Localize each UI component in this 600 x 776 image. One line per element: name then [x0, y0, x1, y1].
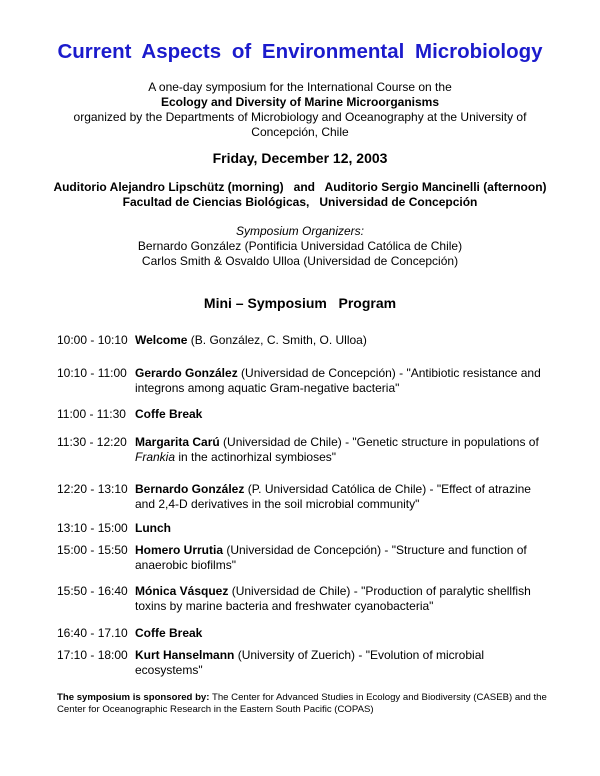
schedule-description: [135, 407, 552, 422]
italic-term: Frankia: [135, 450, 176, 464]
venue-line-1: Auditorio Alejandro Lipschütz (morning) and Auditorio Sergio Mancinelli (afternoon): [53, 180, 547, 194]
schedule-description: [135, 366, 552, 396]
speaker-name: Kurt Hanselmann: [135, 648, 235, 662]
schedule-description: [135, 543, 552, 573]
talk-details: (B. González, C. Smith, O. Ulloa): [187, 333, 367, 347]
organizer-line-2: Carlos Smith & Osvaldo Ulloa (Universidad de Concepción): [141, 254, 459, 268]
organizer-line-1: Bernardo González (Pontificia Universidad Católica de Chile): [137, 239, 463, 253]
break-label: Coffe Break: [135, 407, 203, 421]
talk-details: (Universidad de Chile) - "Genetic structure in populations of: [219, 435, 539, 449]
speaker-name: Welcome: [135, 333, 188, 347]
speaker-name: Mónica Vásquez: [135, 584, 229, 598]
event-date: Friday, December 12, 2003: [212, 150, 388, 166]
sponsor-note: [57, 692, 557, 716]
schedule-description: [135, 584, 552, 614]
intro-line-3: organized by the Departments of Microbiology and Oceanography at the University of Concepción, Chile: [73, 110, 527, 139]
intro-block: [40, 80, 560, 140]
schedule-time: 10:10 - 11:00: [57, 366, 127, 380]
talk-details: (Universidad de Chile) - "Production of paralytic shellfish toxins by marine bacteria and freshwater cyanobacteria": [135, 584, 531, 613]
talk-details-end: in the actinorhizal symbioses": [175, 450, 337, 464]
organizers-heading: Symposium Organizers:: [235, 224, 365, 238]
program-title: Mini – Symposium Program: [203, 295, 397, 311]
schedule-time: 11:00 - 11:30: [57, 407, 126, 421]
schedule-time: 17:10 - 18:00: [57, 648, 128, 662]
break-label: Lunch: [135, 521, 171, 535]
venue-line-2: Facultad de Ciencias Biológicas, Universidad de Concepción: [122, 195, 478, 209]
schedule-time: 15:50 - 16:40: [57, 584, 128, 598]
schedule-description: [135, 626, 552, 641]
schedule-description: [135, 435, 552, 465]
talk-details: (Universidad de Concepción) - "Antibiotic resistance and integrons among aquatic Gram-negative bacteria": [135, 366, 541, 395]
schedule-description: [135, 333, 552, 348]
schedule-description: [135, 482, 552, 512]
sponsor-text: The Center for Advanced Studies in Ecology and Biodiversity (CASEB) and the Center for Oceanographic Research in the Eastern South Pacific (COPAS): [57, 692, 547, 715]
schedule-time: 13:10 - 15:00: [57, 521, 128, 535]
intro-course-name: Ecology and Diversity of Marine Microorganisms: [160, 95, 440, 109]
schedule-time: 16:40 - 17.10: [57, 626, 128, 640]
speaker-name: Gerardo González: [135, 366, 238, 380]
page-title: Current Aspects of Environmental Microbiology: [57, 40, 543, 63]
schedule-description: [135, 521, 552, 536]
schedule-description: [135, 648, 552, 678]
intro-line-1: A one-day symposium for the International Course on the: [148, 80, 452, 94]
organizers-block: [40, 224, 560, 269]
talk-details: (University of Zuerich) - "Evolution of microbial ecosystems": [135, 648, 485, 677]
talk-details: (P. Universidad Católica de Chile) - "Effect of atrazine and 2,4-D derivatives in the soil microbial community": [135, 482, 531, 511]
schedule-time: 15:00 - 15:50: [57, 543, 128, 557]
talk-details: (Universidad de Concepción) - "Structure and function of anaerobic biofilms": [135, 543, 527, 572]
speaker-name: Bernardo González: [135, 482, 245, 496]
venue-block: [20, 180, 580, 210]
sponsor-label: The symposium is sponsored by:: [57, 692, 210, 703]
speaker-name: Homero Urrutia: [135, 543, 224, 557]
speaker-name: Margarita Carú: [135, 435, 220, 449]
schedule-time: 12:20 - 13:10: [57, 482, 128, 496]
schedule-time: 10:00 - 10:10: [57, 333, 128, 347]
break-label: Coffe Break: [135, 626, 203, 640]
schedule-time: 11:30 - 12:20: [57, 435, 127, 449]
